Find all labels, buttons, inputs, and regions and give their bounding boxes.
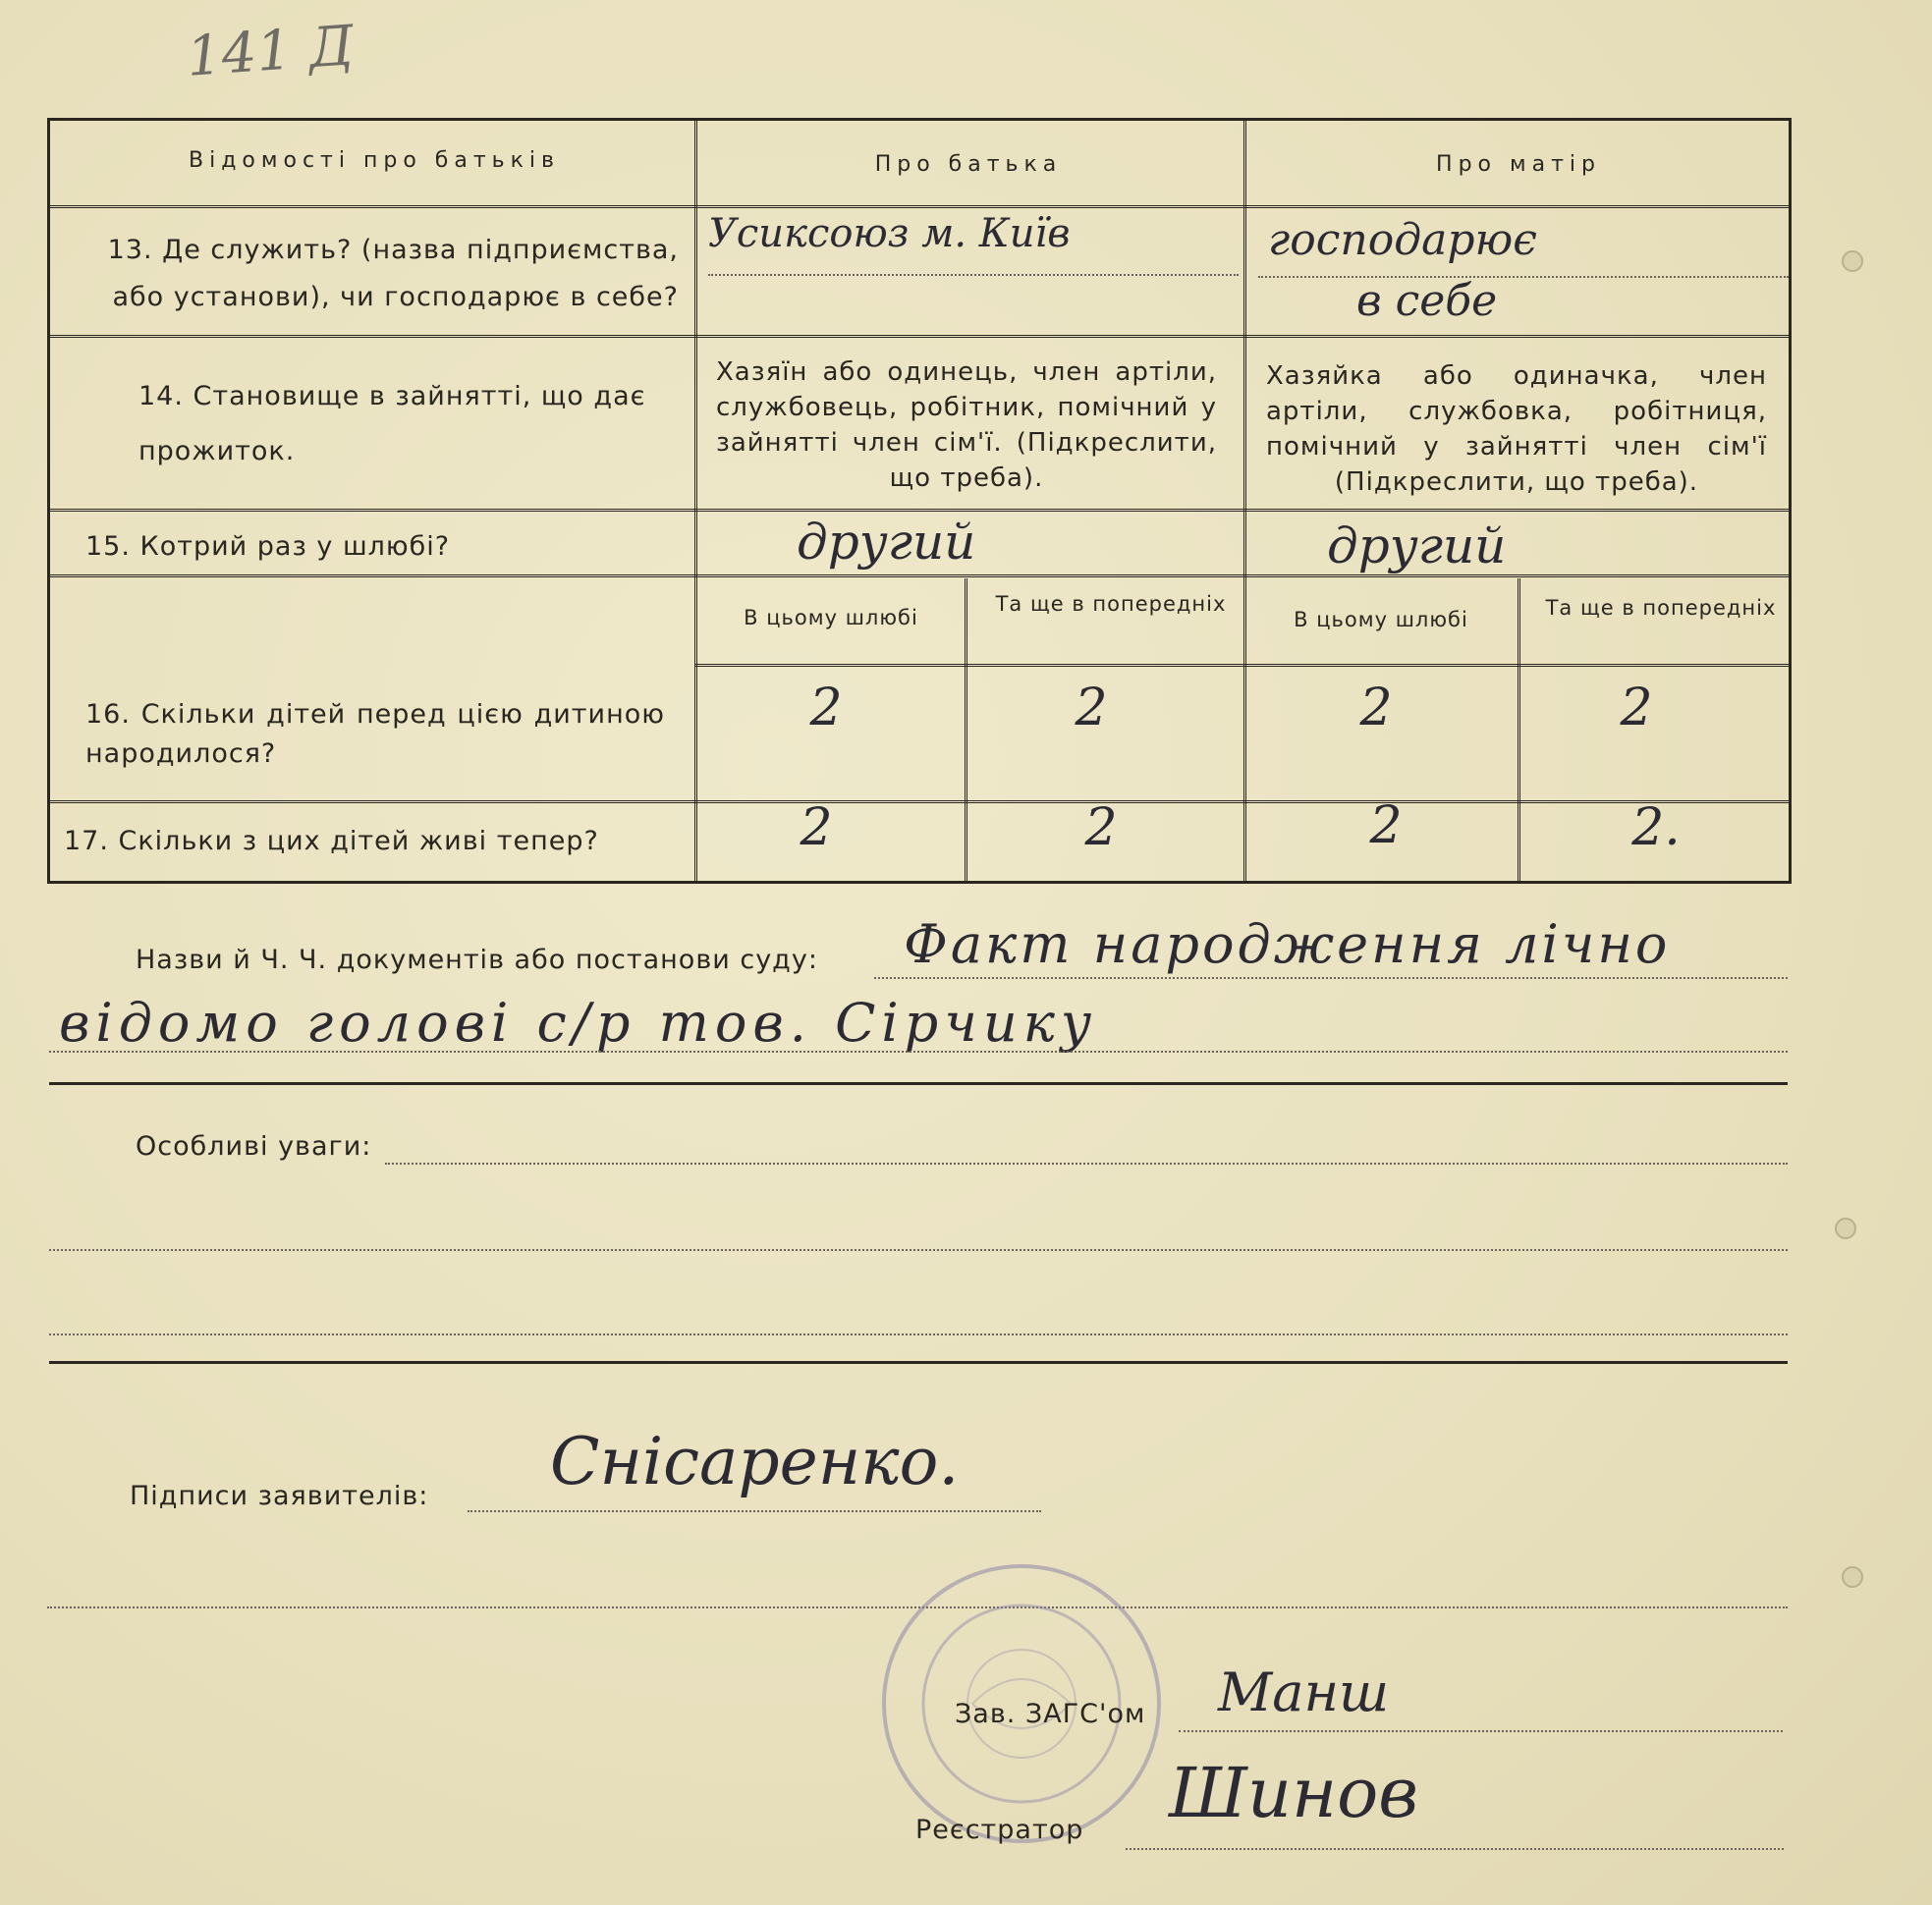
documents-text-line1: Факт народження лічно xyxy=(904,913,1671,975)
registrar-label: Реєстратор xyxy=(915,1815,1084,1845)
subheader-mother-this-marriage: В цьому шлюбі xyxy=(1294,608,1468,631)
subheader-father-previous: Та ще в попередніх xyxy=(995,592,1227,616)
q16-father-this-marriage: 2 xyxy=(809,679,843,737)
q14-father-options: Хазяїн або одинець, член артіли, службовець, робітник, помічний у зайнятті член сім'ї. (Підкреслити, що треба). xyxy=(716,357,1217,493)
zags-head-signature: Манш xyxy=(1218,1661,1390,1723)
q13-mother-answer-line2: в себе xyxy=(1356,276,1498,326)
question-15-label: 15. Котрий раз у шлюбі? xyxy=(85,531,451,562)
remarks-label: Особливі уваги: xyxy=(136,1131,372,1162)
documents-text-line2: відомо голові с/р тов. Сірчику xyxy=(59,992,1098,1054)
q15-mother-answer: другий xyxy=(1327,517,1507,574)
registrar-signature: Шинов xyxy=(1169,1753,1418,1833)
q16-mother-this-marriage: 2 xyxy=(1359,679,1393,737)
punch-hole xyxy=(1835,1218,1856,1239)
q14-mother-options: Хазяйка або одиначка, член артіли, службовка, робітниця, помічний у зайнятті член сім'ї (Підкреслити, що треба). xyxy=(1266,361,1767,497)
header-parents-info: Відомості про батьків xyxy=(189,148,560,173)
archive-mark: 141 Д xyxy=(184,14,357,89)
q15-father-answer: другий xyxy=(797,514,976,571)
q17-mother-previous: 2. xyxy=(1631,798,1681,857)
subheader-father-this-marriage: В цьому шлюбі xyxy=(744,606,918,629)
q13-mother-answer-line1: господарює xyxy=(1268,215,1537,265)
question-16-label: 16. Скільки дітей перед цією дитиною народилося? xyxy=(85,699,665,769)
applicant-signature: Снісаренко. xyxy=(550,1424,960,1499)
header-mother: Про матір xyxy=(1436,152,1601,177)
q17-father-this-marriage: 2 xyxy=(800,798,833,857)
parents-info-table xyxy=(47,118,1792,884)
question-14-label: 14. Становище в зайнятті, що дає прожиток. xyxy=(138,381,646,466)
applicants-signature-label: Підписи заявителів: xyxy=(130,1481,429,1511)
q16-mother-previous: 2 xyxy=(1620,679,1653,737)
punch-hole xyxy=(1842,250,1863,272)
subheader-mother-previous: Та ще в попередніх xyxy=(1545,596,1777,620)
header-father: Про батька xyxy=(874,152,1063,177)
q13-father-answer: Усиксоюз м. Київ xyxy=(708,211,1071,256)
documents-label: Назви й Ч. Ч. документів або постанови суду: xyxy=(136,945,818,975)
punch-hole xyxy=(1842,1566,1863,1588)
question-13-label: 13. Де служить? (назва підприємства, або установи), чи господарює в себе? xyxy=(107,235,679,312)
q17-mother-this-marriage: 2 xyxy=(1369,796,1403,855)
q16-father-previous: 2 xyxy=(1075,679,1108,737)
q17-father-previous: 2 xyxy=(1084,798,1118,857)
zags-head-label: Зав. ЗАГС'ом xyxy=(955,1699,1146,1729)
question-17-label: 17. Скільки з цих дітей живі тепер? xyxy=(64,826,599,856)
